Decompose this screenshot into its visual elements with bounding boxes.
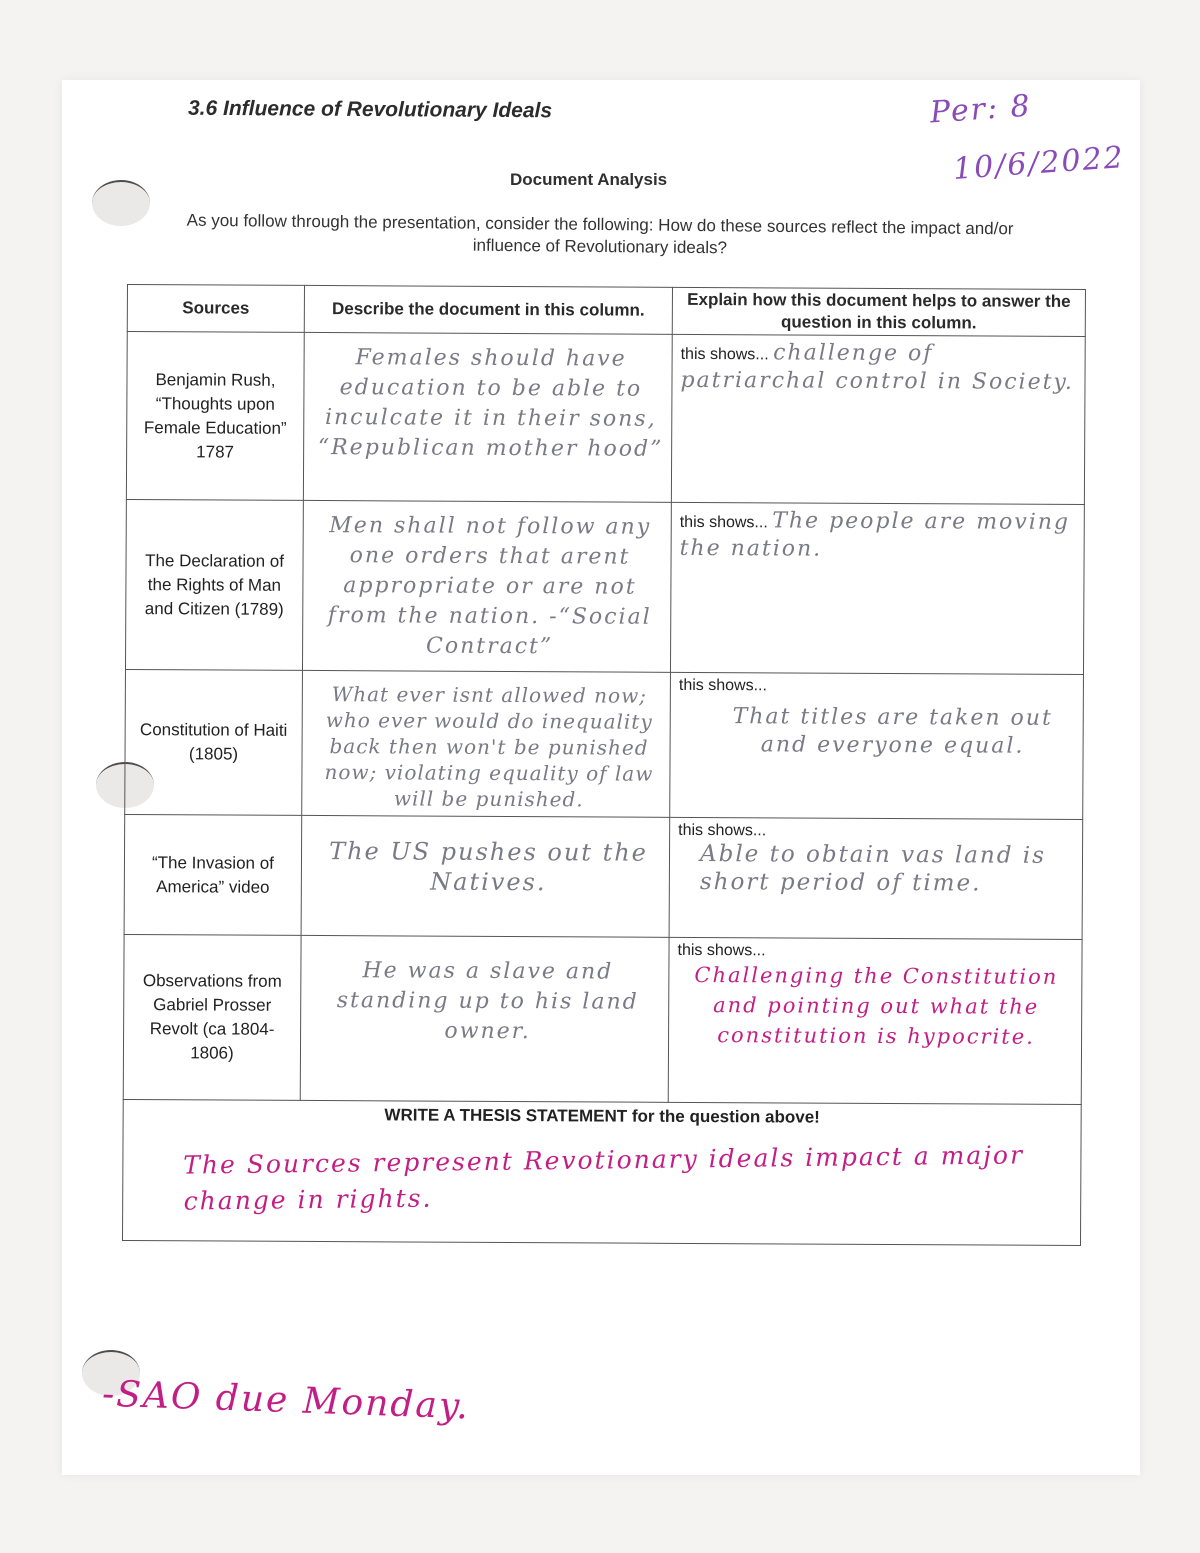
table-row xyxy=(124,814,1083,939)
source-cell: “The Invasion of America” video xyxy=(124,814,302,935)
explanation-lead: this shows... xyxy=(678,821,767,840)
explanation-answer: challenge of patriarchal control in Society. xyxy=(680,340,1075,395)
table-row xyxy=(123,934,1082,1104)
explanation-cell xyxy=(668,937,1082,1104)
thesis-row xyxy=(122,1099,1081,1245)
explanation-cell xyxy=(671,334,1085,504)
table-row xyxy=(125,669,1084,819)
explanation-answer: Challenging the Constitution and pointing out what the constitution is hypocrite. xyxy=(694,962,1059,1049)
period-handwritten: Per: 8 xyxy=(928,88,1033,131)
table-row xyxy=(126,332,1085,505)
explanation-cell xyxy=(670,672,1084,819)
due-note: -SAO due Monday. xyxy=(101,1373,471,1428)
description-cell: He was a slave and standing up to his land owner. xyxy=(300,935,669,1102)
worksheet-title: 3.6 Influence of Revolutionary Ideals xyxy=(187,96,553,123)
explanation-lead: this shows... xyxy=(677,941,766,960)
table-row xyxy=(125,499,1084,674)
description-cell: Men shall not follow any one orders that arent appropriate or are not from the nation. -“Social Contract” xyxy=(302,500,671,672)
explanation-answer: Able to obtain vas land is short period of time. xyxy=(699,841,1047,897)
thesis-label: WRITE A THESIS STATEMENT for the question above! xyxy=(384,1105,820,1127)
explanation-cell xyxy=(669,817,1083,939)
explanation-answer: The people are moving the nation. xyxy=(679,508,1071,562)
punch-hole-top xyxy=(92,180,150,226)
thesis-statement: The Sources represent Revotionary ideals impact a major change in rights. xyxy=(183,1140,1025,1216)
source-cell: The Declaration of the Rights of Man and Citizen (1789) xyxy=(125,499,303,670)
explanation-lead: this shows... xyxy=(678,676,767,695)
description-cell: Females should have education to be able to inculcate it in their sons, “Republican mother hood” xyxy=(303,332,672,502)
explanation-answer: That titles are taken out and everyone equal. xyxy=(732,704,1053,759)
date-handwritten: 10/6/2022 xyxy=(951,140,1126,187)
description-cell: What ever isnt allowed now; who ever would do inequality back then won't be punished now; violating equality of law will be punished. xyxy=(302,670,671,817)
source-cell: Observations from Gabriel Prosser Revolt (ca 1804-1806) xyxy=(123,934,301,1100)
table-header-row xyxy=(127,285,1085,337)
thesis-cell xyxy=(122,1099,1081,1245)
analysis-table xyxy=(122,284,1085,1246)
header-explain: Explain how this document helps to answer the question in this column. xyxy=(672,287,1085,336)
source-cell: Constitution of Haiti (1805) xyxy=(125,669,303,815)
instructions: As you follow through the presentation, consider the following: How do these sources reflect the impact and/or influence of Revolutionary ideals? xyxy=(186,210,1014,258)
explanation-lead: this shows... xyxy=(679,513,768,532)
subtitle: Document Analysis xyxy=(510,170,668,189)
header-sources: Sources xyxy=(127,285,304,333)
description-cell: The US pushes out the Natives. xyxy=(301,815,670,937)
explanation-lead: this shows... xyxy=(680,345,769,364)
source-cell: Benjamin Rush, “Thoughts upon Female Education” 1787 xyxy=(126,332,304,501)
explanation-cell xyxy=(670,502,1084,674)
header-describe: Describe the document in this column. xyxy=(304,285,672,334)
